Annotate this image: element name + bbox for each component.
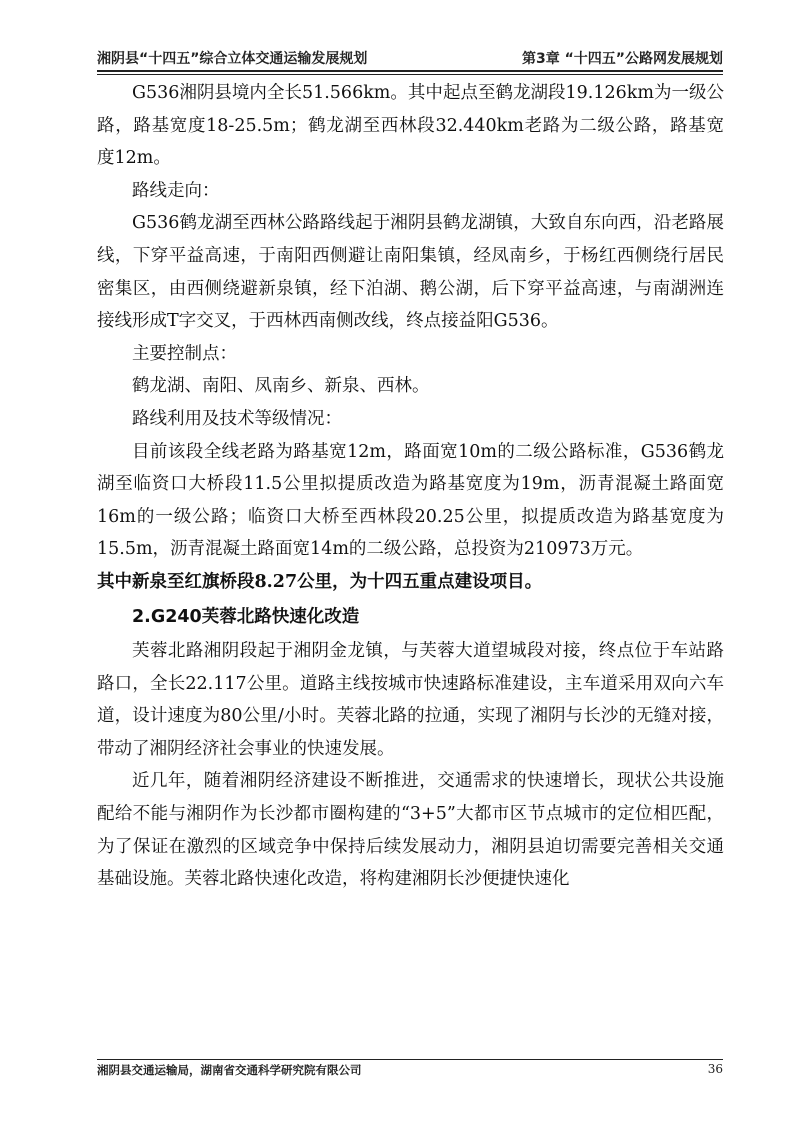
header-rule-thin xyxy=(97,74,723,75)
page-header xyxy=(97,44,723,68)
label-route-direction: 路线走向： xyxy=(132,180,220,201)
page-footer xyxy=(97,1062,723,1078)
label-control-points: 主要控制点： xyxy=(132,343,237,364)
paragraph-key-project: 其中新泉至红旗桥段8.27公里，为十四五重点建设项目。 xyxy=(97,571,543,592)
paragraph-furong-north-road: 芙蓉北路湘阴段起于湘阴金龙镇，与芙蓉大道望城段对接，终点位于车站路路口，全长22.117公里。道路主线按城市快速路标准建设，主车道采用双向六车道，设计速度为80公里/小时。芙蓉北路的拉通，实现了湘阴与长沙的无缝对接，带动了湘阴经济社会事业的快速发展。 xyxy=(97,641,724,759)
label-route-usage: 路线利用及技术等级情况： xyxy=(132,408,342,429)
header-rule-thick xyxy=(97,70,723,72)
paragraph-route-usage: 目前该段全线老路为路基宽12m，路面宽10m的二级公路标准，G536鹤龙湖至临资口大桥段11.5公里拟提质改造为路基宽度为19m，沥青混凝土路面宽16m的一级公路；临资口大桥至西林段20.25公里，拟提质改造为路基宽度为15.5m，沥青混凝土路面宽14m的二级公路，总投资为210973万元。 xyxy=(97,441,724,560)
section-heading-g240: 2.G240芙蓉北路快速化改造 xyxy=(132,606,360,627)
paragraph-recent-years: 近几年，随着湘阴经济建设不断推进，交通需求的快速增长，现状公共设施配给不能与湘阴作为长沙都市圈构建的“3+5”大都市区节点城市的定位相匹配，为了保证在激烈的区域竞争中保持后续发展动力，湘阴县迫切需要完善相关交通基础设施。芙蓉北路快速化改造，将构建湘阴长沙便捷快速化 xyxy=(97,771,724,890)
paragraph-g536-length: G536湘阴县境内全长51.566km。其中起点至鹤龙湖段19.126km为一级公路，路基宽度18-25.5m；鹤龙湖至西林段32.440km老路为二级公路，路基宽度12m。 xyxy=(97,83,724,169)
header-chapter-title: 第3章 “十四五”公路网发展规划 xyxy=(521,51,723,67)
footer-organizations: 湘阴县交通运输局，湖南省交通科学研究院有限公司 xyxy=(97,1063,362,1077)
page-body xyxy=(97,77,724,896)
paragraph-control-points: 鹤龙湖、南阳、凤南乡、新泉、西林。 xyxy=(132,376,430,397)
page-number: 36 xyxy=(707,1062,723,1076)
header-document-title: 湘阴县“十四五”综合立体交通运输发展规划 xyxy=(97,51,368,67)
footer-rule xyxy=(97,1059,723,1060)
paragraph-route-description: G536鹤龙湖至西林公路路线起于湘阴县鹤龙湖镇，大致自东向西，沿老路展线，下穿平益高速，于南阳西侧避让南阳集镇，经凤南乡，于杨红西侧绕行居民密集区，由西侧绕避新泉镇，经下泊湖、鹅公湖，后下穿平益高速，与南湖洲连接线形成T字交叉，于西林西南侧改线，终点接益阳G536。 xyxy=(97,213,724,332)
